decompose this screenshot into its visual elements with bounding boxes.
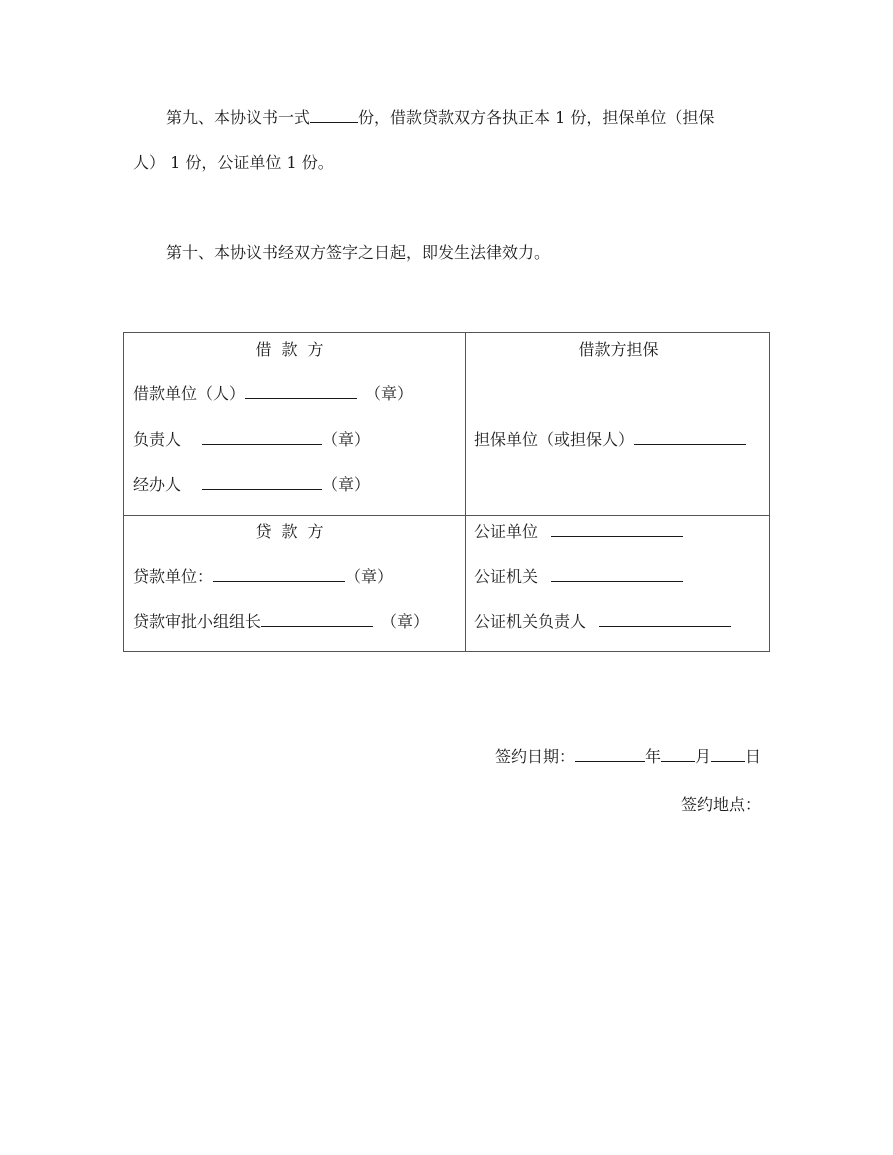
signing-year-field[interactable] xyxy=(575,745,645,762)
guarantee-cell xyxy=(466,333,771,515)
signing-day-label: 日 xyxy=(744,747,761,766)
lender-leader-seal: （章） xyxy=(381,612,430,631)
lender-unit-field[interactable] xyxy=(213,565,345,582)
borrower-principal-seal: （章） xyxy=(322,430,371,449)
article-10: 第十、本协议书经双方签字之日起，即发生法律效力。 xyxy=(166,243,551,262)
article-9-prefix: 第九、本协议书一式 xyxy=(166,108,311,127)
signing-month-label: 月 xyxy=(694,747,711,766)
notary-head-field[interactable] xyxy=(599,610,731,627)
signing-year-label: 年 xyxy=(644,747,661,766)
lender-unit-label: 贷款单位： xyxy=(133,567,214,586)
borrower-handler-field[interactable] xyxy=(202,473,322,490)
notary-head-row xyxy=(474,609,731,632)
lender-leader-field[interactable] xyxy=(261,610,373,627)
borrower-principal-row xyxy=(133,427,370,450)
lender-unit-seal: （章） xyxy=(345,567,394,586)
notary-unit-field[interactable] xyxy=(551,520,683,537)
notary-office-label: 公证机关 xyxy=(474,567,539,586)
article-9-line2: 人） 1 份，公证单位 1 份。 xyxy=(133,153,334,172)
lender-heading: 贷款方 xyxy=(255,522,334,541)
notary-office-field[interactable] xyxy=(551,565,683,582)
article-9-text: 份，借款贷款双方各执正本 1 份，担保单位（担保 xyxy=(358,108,715,127)
borrower-unit-field[interactable] xyxy=(245,382,357,399)
borrower-unit-label: 借款单位（人） xyxy=(133,384,246,403)
lender-leader-label: 贷款审批小组组长 xyxy=(133,612,262,631)
borrower-handler-label: 经办人 xyxy=(133,475,182,494)
notary-unit-row xyxy=(474,519,683,542)
notary-office-row xyxy=(474,564,683,587)
signing-place xyxy=(681,792,761,815)
borrower-unit-row xyxy=(133,381,413,404)
borrower-heading: 借款方 xyxy=(255,340,334,359)
borrower-handler-row xyxy=(133,472,370,495)
guarantee-heading: 借款方担保 xyxy=(578,340,659,359)
borrower-handler-seal: （章） xyxy=(322,475,371,494)
copies-blank[interactable] xyxy=(310,106,358,123)
lender-cell xyxy=(124,516,465,653)
signing-date xyxy=(495,744,761,767)
signing-month-field[interactable] xyxy=(661,745,695,762)
borrower-principal-label: 负责人 xyxy=(133,430,182,449)
signature-table xyxy=(123,332,770,652)
signing-place-label: 签约地点： xyxy=(680,795,761,814)
guarantee-unit-row xyxy=(474,427,746,450)
lender-leader-row xyxy=(133,609,429,632)
borrower-unit-seal: （章） xyxy=(365,384,414,403)
signing-day-field[interactable] xyxy=(711,745,745,762)
notary-head-label: 公证机关负责人 xyxy=(474,612,587,631)
borrower-principal-field[interactable] xyxy=(202,428,322,445)
notary-cell xyxy=(466,516,771,653)
signing-date-label: 签约日期： xyxy=(494,747,575,766)
lender-unit-row xyxy=(133,564,393,587)
guarantee-unit-label: 担保单位（或担保人） xyxy=(474,430,635,449)
notary-unit-label: 公证单位 xyxy=(474,522,539,541)
guarantee-unit-field[interactable] xyxy=(634,428,746,445)
borrower-cell xyxy=(124,333,465,515)
article-9 xyxy=(133,96,773,140)
